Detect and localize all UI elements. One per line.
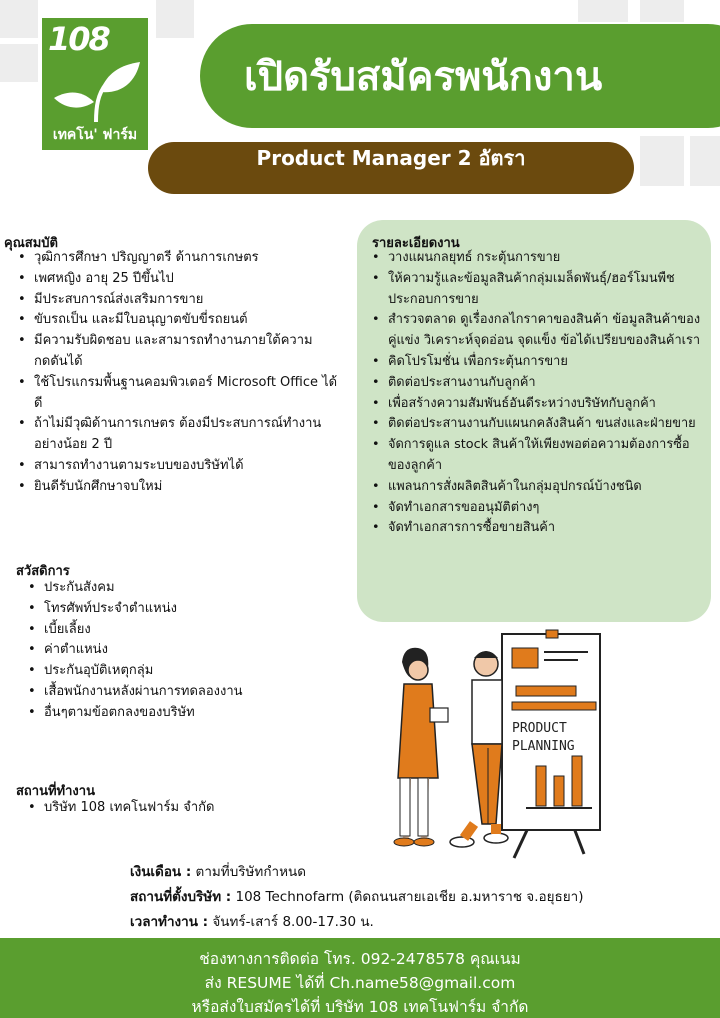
- list-item: • ติดต่อประสานงานกับลูกค้า: [372, 373, 702, 394]
- decor-square: [0, 44, 38, 82]
- list-item: • คิดโปรโมชั่น เพื่อกระตุ้นการขาย: [372, 352, 702, 373]
- salary-value: ตามที่บริษัทกำหนด: [191, 864, 306, 880]
- product-planning-illustration: [378, 628, 628, 864]
- decor-square: [0, 0, 38, 38]
- board-text-product: PRODUCT: [512, 721, 567, 736]
- list-item: • แพลนการสั่งผลิตสินค้าในกลุ่มอุปกรณ์บ้างชนิด: [372, 477, 702, 498]
- board-text-planning: PLANNING: [512, 739, 575, 754]
- list-item: • สามารถทำงานตามระบบของบริษัทได้: [18, 456, 340, 477]
- contact-phone: ช่องทางการติดต่อ โทร. 092-2478578 คุณเนม: [199, 950, 521, 968]
- list-item: • วางแผนกลยุทธ์ กระตุ้นการขาย: [372, 248, 702, 269]
- list-item: • ค่าตำแหน่ง: [28, 640, 328, 661]
- list-item: • เสื้อพนักงานหลังผ่านการทดลองงาน: [28, 682, 328, 703]
- list-item: • ใช้โปรแกรมพื้นฐานคอมพิวเตอร์ Microsoft Office ได้ดี: [18, 373, 340, 415]
- decor-square: [156, 0, 194, 38]
- qualifications-list: [18, 248, 340, 498]
- list-item: • มีความรับผิดชอบ และสามารถทำงานภายใต้ความกดดันได้: [18, 331, 340, 373]
- list-item: • ขับรถเป็น และมีใบอนุญาตขับขี่รถยนต์: [18, 310, 340, 331]
- decor-square: [640, 0, 684, 22]
- location-value: 108 Technofarm (ติดถนนสายเอเชีย อ.มหาราช จ.อยุธยา): [231, 889, 584, 905]
- list-item: • โทรศัพท์ประจำตำแหน่ง: [28, 599, 328, 620]
- qualifications-title: คุณสมบัติ: [4, 236, 58, 251]
- list-item: • วุฒิการศึกษา ปริญญาตรี ด้านการเกษตร: [18, 248, 340, 269]
- list-item: • ให้ความรู้และข้อมูลสินค้ากลุ่มเมล็ดพันธุ์/ฮอร์โมนพืชประกอบการขาย: [372, 269, 702, 311]
- salary-line: [130, 860, 306, 882]
- logo-text: เทคโน' ฟาร์ม: [52, 127, 138, 143]
- decor-square: [578, 0, 628, 22]
- decor-square: [690, 136, 720, 186]
- list-item: • บริษัท 108 เทคโนฟาร์ม จำกัด: [28, 798, 328, 819]
- list-item: • ประกันอุบัติเหตุกลุ่ม: [28, 661, 328, 682]
- job-details-list: [372, 248, 702, 539]
- list-item: • จัดทำเอกสารขออนุมัติต่างๆ: [372, 498, 702, 519]
- logo-number: 108: [48, 20, 109, 58]
- list-item: • สำรวจตลาด ดูเรื่องกลไกราคาของสินค้า ข้อมูลสินค้าของคู่แข่ง วิเคราะห์จุดอ่อน จุดแข็ง ข้อได้เปรียบของสินค้าเรา: [372, 310, 702, 352]
- benefits-list: [28, 578, 328, 724]
- workplace-title: สถานที่ทำงาน: [16, 784, 95, 799]
- list-item: • จัดการดูแล stock สินค้าให้เพียงพอต่อความต้องการซื้อของลูกค้า: [372, 435, 702, 477]
- benefits-title: สวัสดิการ: [16, 564, 70, 579]
- leaf-icon: [50, 58, 142, 124]
- woman-figure: [394, 648, 448, 846]
- company-logo: [42, 18, 148, 150]
- contact-footer: [0, 938, 720, 1018]
- hours-value: จันทร์-เสาร์ 8.00-17.30 น.: [208, 914, 374, 930]
- salary-label: เงินเดือน :: [130, 864, 192, 880]
- decor-square: [640, 136, 684, 186]
- list-item: • ประกันสังคม: [28, 578, 328, 599]
- list-item: • ยินดีรับนักศึกษาจบใหม่: [18, 477, 340, 498]
- page-title: เปิดรับสมัครพนักงาน: [244, 54, 603, 100]
- list-item: • ถ้าไม่มีวุฒิด้านการเกษตร ต้องมีประสบการณ์ทำงานอย่างน้อย 2 ปี: [18, 414, 340, 456]
- job-details-title: รายละเอียดงาน: [372, 236, 460, 251]
- list-item: • เพื่อสร้างความสัมพันธ์อันดีระหว่างบริษัทกับลูกค้า: [372, 394, 702, 415]
- list-item: • เบี้ยเลี้ยง: [28, 620, 328, 641]
- hours-line: [130, 910, 374, 932]
- contact-address: หรือส่งใบสมัครได้ที่ บริษัท 108 เทคโนฟาร์ม จำกัด: [191, 998, 529, 1016]
- list-item: • ติดต่อประสานงานกับแผนกคลังสินค้า ขนส่งและฝ่ายขาย: [372, 414, 702, 435]
- location-label: สถานที่ตั้งบริษัท :: [130, 889, 232, 905]
- list-item: • จัดทำเอกสารการซื้อขายสินค้า: [372, 518, 702, 539]
- list-item: • มีประสบการณ์ส่งเสริมการขาย: [18, 290, 340, 311]
- hours-label: เวลาทำงาน :: [130, 914, 209, 930]
- position-title: Product Manager 2 อัตรา: [256, 146, 526, 170]
- list-item: • เพศหญิง อายุ 25 ปีขึ้นไป: [18, 269, 340, 290]
- workplace-list: [28, 798, 328, 819]
- contact-email: ส่ง RESUME ได้ที่ Ch.name58@gmail.com: [204, 974, 516, 992]
- man-figure: [450, 651, 508, 847]
- list-item: • อื่นๆตามข้อตกลงของบริษัท: [28, 703, 328, 724]
- location-line: [130, 885, 584, 907]
